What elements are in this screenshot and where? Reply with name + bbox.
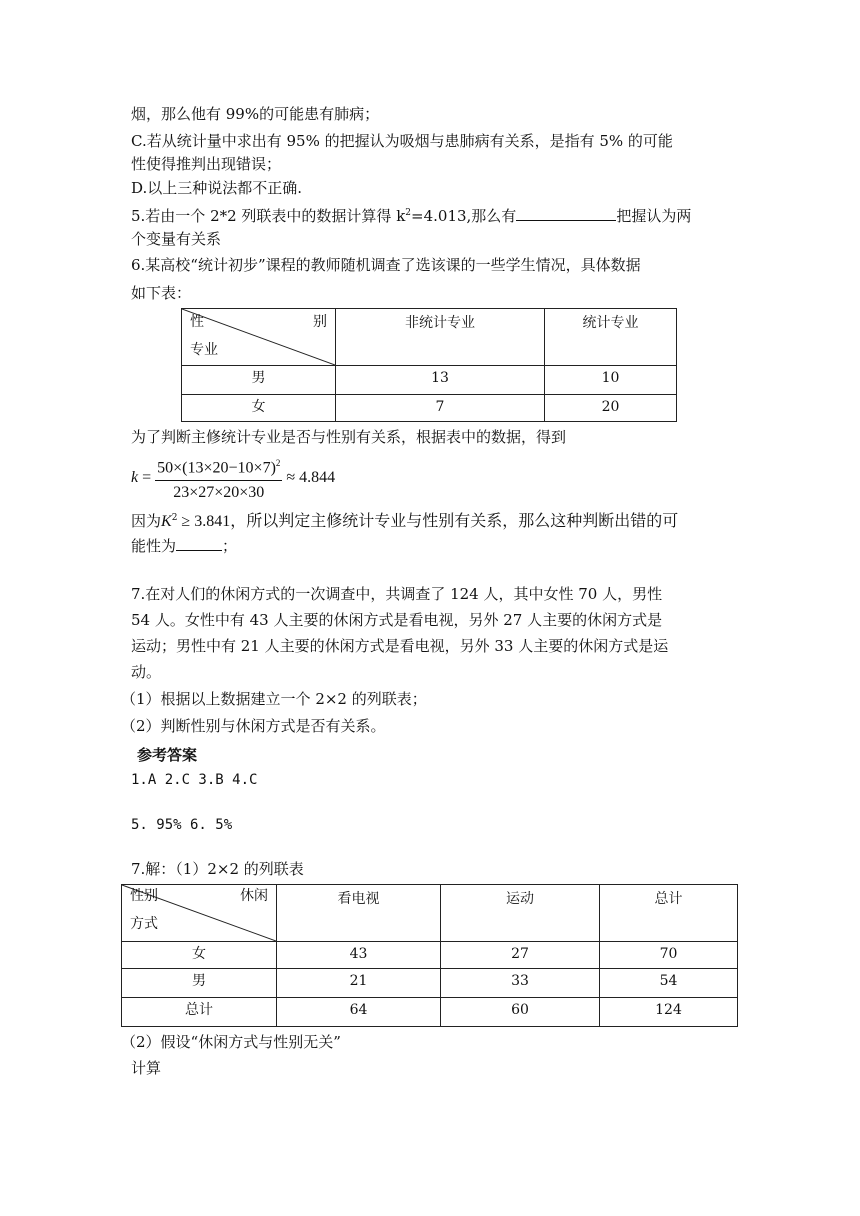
question-7: 7.在对人们的休闲方式的一次调查中，共调查了 124 人，其中女性 70 人，男性 xyxy=(131,585,663,603)
q6-answer-blank[interactable] xyxy=(176,534,222,551)
text-line: 为了判断主修统计专业是否与性别有关系，根据表中的数据，得到 xyxy=(131,428,567,446)
text-line: 54 人。女性中有 43 人主要的休闲方式是看电视，另外 27 人主要的休闲方式是 xyxy=(131,611,663,629)
cell: 70 xyxy=(600,942,738,969)
because-sup: 2 xyxy=(171,513,178,523)
formula-denominator: 23×27×20×30 xyxy=(173,484,265,502)
cell: 64 xyxy=(277,998,441,1027)
column-header: 运动 xyxy=(441,885,600,942)
cell: 33 xyxy=(441,969,600,998)
table-leisure-gender xyxy=(121,884,738,1027)
table-row xyxy=(182,366,677,395)
cell: 54 xyxy=(600,969,738,998)
table-corner-cell xyxy=(182,309,336,366)
table-major-gender xyxy=(181,308,677,422)
table-corner-cell xyxy=(122,885,277,942)
text-line: （1）根据以上数据建立一个 2×2 的列联表； xyxy=(121,690,427,708)
formula-fraction xyxy=(155,452,282,504)
row-label: 男 xyxy=(182,366,336,395)
text-line: C.若从统计量中求出有 95% 的把握认为吸烟与患肺病有关系，是指有 5% 的可能 xyxy=(131,132,673,150)
text-line: （2）判断性别与休闲方式是否有关系。 xyxy=(121,717,386,735)
q5-sup: 2 xyxy=(405,208,412,218)
corner-label: 性 xyxy=(190,314,204,330)
cell: 27 xyxy=(441,942,600,969)
cell: 10 xyxy=(545,366,677,395)
text-line: 如下表： xyxy=(131,284,192,302)
row-label: 总计 xyxy=(122,998,277,1027)
text-line: 个变量有关系 xyxy=(131,230,222,248)
because-K: K xyxy=(161,513,172,530)
q5-text-a: 5.若由一个 2*2 列联表中的数据计算得 k xyxy=(131,207,406,225)
q5-text-b: =4.013,那么有 xyxy=(411,207,517,225)
cell: 20 xyxy=(545,395,677,422)
corner-label: 方式 xyxy=(130,916,158,932)
text-line: 烟，那么他有 99%的可能患有肺病； xyxy=(131,105,380,123)
row-label: 女 xyxy=(182,395,336,422)
column-header: 看电视 xyxy=(277,885,441,942)
text-line: 运动；男性中有 21 人主要的休闲方式是看电视，另外 33 人主要的休闲方式是运 xyxy=(131,637,669,655)
because-line-2 xyxy=(131,534,237,556)
text-line: （2）假设“休闲方式与性别无关” xyxy=(121,1033,341,1051)
formula-numerator: 50×(13×20−10×7) xyxy=(157,459,276,477)
question-6: 6.某高校“统计初步”课程的教师随机调查了选该课的一些学生情况，具体数据 xyxy=(131,256,641,274)
because-d: ； xyxy=(222,537,238,555)
formula-equals: = xyxy=(142,468,152,486)
table-row xyxy=(122,969,738,998)
corner-label: 别 xyxy=(313,314,327,330)
question-5 xyxy=(131,203,691,226)
answers-1-4: 1.A 2.C 3.B 4.C xyxy=(131,772,258,788)
text-line: 性使得推判出现错误； xyxy=(131,155,282,173)
row-label: 男 xyxy=(122,969,277,998)
cell: 60 xyxy=(441,998,600,1027)
q5-text-c: 把握认为两 xyxy=(616,207,692,225)
column-header: 非统计专业 xyxy=(336,309,545,366)
corner-label: 专业 xyxy=(190,342,218,358)
because-c: 能性为 xyxy=(131,537,177,555)
table-row xyxy=(182,395,677,422)
formula-k-var: k xyxy=(131,468,139,486)
formula-result: ≈ 4.844 xyxy=(286,468,336,486)
table-row xyxy=(122,998,738,1027)
because-a: 因为 xyxy=(131,512,162,530)
corner-label: 休闲 xyxy=(240,888,268,904)
cell: 7 xyxy=(336,395,545,422)
table-row xyxy=(122,942,738,969)
formula-numerator-sup: 2 xyxy=(275,458,281,468)
column-header: 统计专业 xyxy=(545,309,677,366)
text-line: 计算 xyxy=(131,1059,162,1077)
cell: 21 xyxy=(277,969,441,998)
answers-5-6: 5. 95% 6. 5% xyxy=(131,817,233,833)
because-b: ≥ 3.841，所以判定主修统计专业与性别有关系，那么这种判断出错的可 xyxy=(177,513,679,530)
cell: 13 xyxy=(336,366,545,395)
text-line: 动。 xyxy=(131,663,162,681)
corner-label: 性别 xyxy=(130,888,158,904)
column-header: 总计 xyxy=(600,885,738,942)
row-label: 女 xyxy=(122,942,277,969)
q5-answer-blank[interactable] xyxy=(516,204,616,221)
text-line: D.以上三种说法都不正确. xyxy=(131,179,303,197)
cell: 124 xyxy=(600,998,738,1027)
formula-k xyxy=(131,452,335,504)
because-line xyxy=(131,508,678,532)
answer-7-heading: 7.解：（1）2×2 的列联表 xyxy=(131,860,304,878)
answers-title: 参考答案 xyxy=(137,746,198,764)
cell: 43 xyxy=(277,942,441,969)
